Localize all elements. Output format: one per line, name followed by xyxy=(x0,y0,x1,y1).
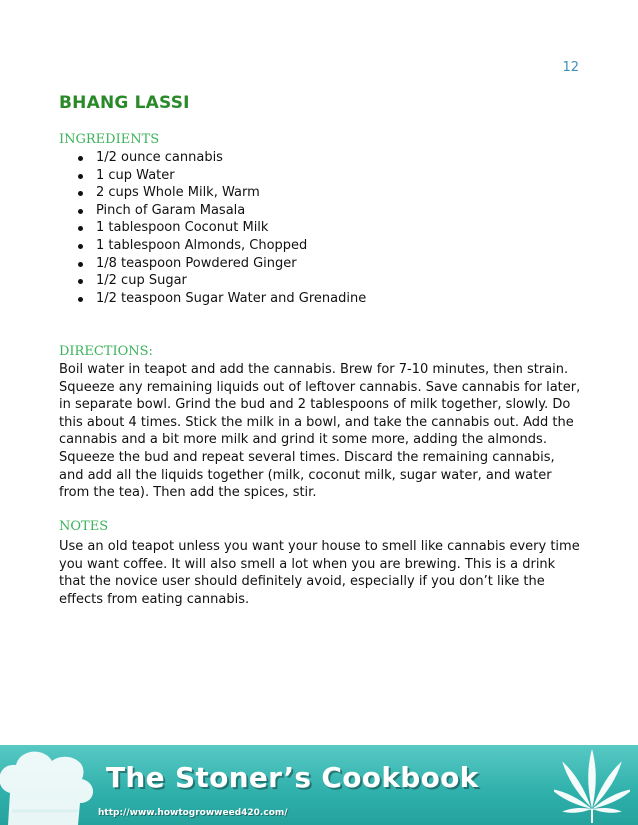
ingredient-item: 1 tablespoon Almonds, Chopped xyxy=(96,237,366,255)
ingredient-item: 1/2 teaspoon Sugar Water and Grenadine xyxy=(96,290,367,306)
ingredients-list xyxy=(59,149,366,307)
footer-url[interactable]: http://www.howtogrowweed420.com/ xyxy=(98,808,288,818)
directions-text: Boil water in teapot and add the cannabis. Brew for 7-10 minutes, then strain. Squeeze any remaining liquids out of leftover cannabis. Save cannabis for later, in separate bowl. Grind the bud and 2 tablespoons of milk together, slowly. Do this about 4 times. Stick the milk in a bowl, and take the cannabis out. Add the cannabis and a bit more milk and grind it some more, adding the almonds. Squeeze the bud and repeat several times. Discard the remaining cannabis, and add all the liquids together (milk, coconut milk, sugar water, and water from the tea). Then add the spices, stir. xyxy=(59,362,581,501)
ingredient-item: 1 tablespoon Coconut Milk xyxy=(96,219,366,237)
ingredient-item: 2 cups Whole Milk, Warm xyxy=(96,184,366,202)
page-number: 12 xyxy=(562,60,579,75)
notes-heading: NOTES xyxy=(59,519,109,534)
ingredient-item: 1/8 teaspoon Powdered Ginger xyxy=(96,255,366,273)
recipe-title: BHANG LASSI xyxy=(59,93,190,113)
ingredient-item: Pinch of Garam Masala xyxy=(96,202,366,220)
chef-hat-icon xyxy=(0,745,110,825)
notes-text: Use an old teapot unless you want your house to smell like cannabis every time you want coffee. It will also smell a lot when you are brewing. This is a drink that the novice user should definitely avoid, especially if you don’t like the effects from eating cannabis. xyxy=(59,539,580,607)
ingredient-item: 1/2 cup Sugar xyxy=(96,272,366,290)
directions-heading: DIRECTIONS: xyxy=(59,344,153,359)
ingredient-item: 1/2 ounce cannabis xyxy=(96,149,366,167)
footer-title: The Stoner’s Cookbook xyxy=(106,761,479,794)
ingredients-heading: INGREDIENTS xyxy=(59,132,160,147)
cannabis-leaf-icon xyxy=(554,747,630,825)
footer-banner xyxy=(0,745,638,825)
ingredient-item: 1 cup Water xyxy=(96,167,366,185)
